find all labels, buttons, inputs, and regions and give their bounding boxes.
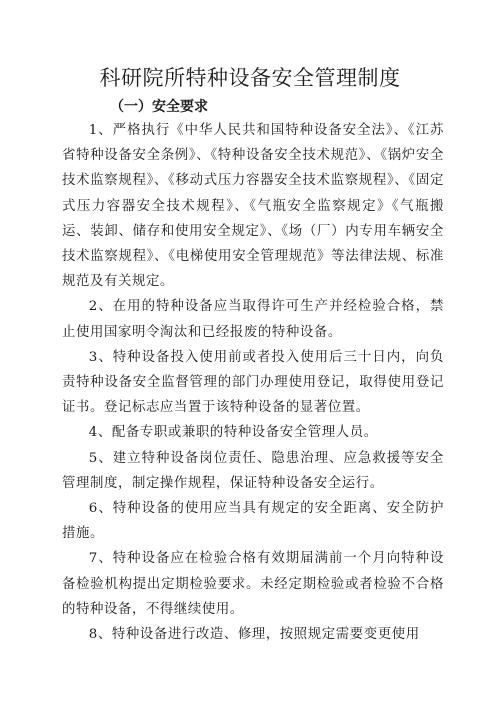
- paragraph-7: 7、特种设备应在检验合格有效期届满前一个月向特种设备检验机构提出定期检验要求。未经定期检验或者检验不合格的特种设备，不得继续使用。: [62, 551, 444, 617]
- paragraph-2: 2、在用的特种设备应当取得许可生产并经检验合格，禁止使用国家明令淘汰和已经报废的特种设备。: [62, 299, 444, 340]
- paragraph-5: 5、建立特种设备岗位责任、隐患治理、应急救援等安全管理制度，制定操作规程，保证特种设备安全运行。: [62, 450, 444, 491]
- paragraph-8: 8、特种设备进行改造、修理，按照规定需要变更使用: [88, 627, 420, 643]
- document-title: 科研院所特种设备安全管理制度: [99, 66, 401, 90]
- paragraph-4: 4、配备专职或兼职的特种设备安全管理人员。: [88, 425, 378, 441]
- document-body: [62, 118, 444, 647]
- paragraph-3: 3、特种设备投入使用前或者投入使用后三十日内，向负责特种设备安全监督管理的部门办理使用登记，取得使用登记证书。登记标志应当置于该特种设备的显著位置。: [62, 349, 444, 416]
- paragraph-1: 1、严格执行《中华人民共和国特种设备安全法》、《江苏省特种设备安全条例》、《特种设备安全技术规范》、《锅炉安全技术监察规程》、《移动式压力容器安全技术监察规程》、《固定式压力容器安全技术规程》、《气瓶安全监察规定》《气瓶搬运、装卸、储存和使用安全规定》、《场（厂）内专用车辆安全技术监察规程》、《电梯使用安全管理规范》等法律法规、标准规范及有关规定。: [62, 123, 444, 290]
- section-heading: （一）安全要求: [110, 99, 208, 115]
- paragraph-6: 6、特种设备的使用应当具有规定的安全距离、安全防护措施。: [62, 501, 444, 542]
